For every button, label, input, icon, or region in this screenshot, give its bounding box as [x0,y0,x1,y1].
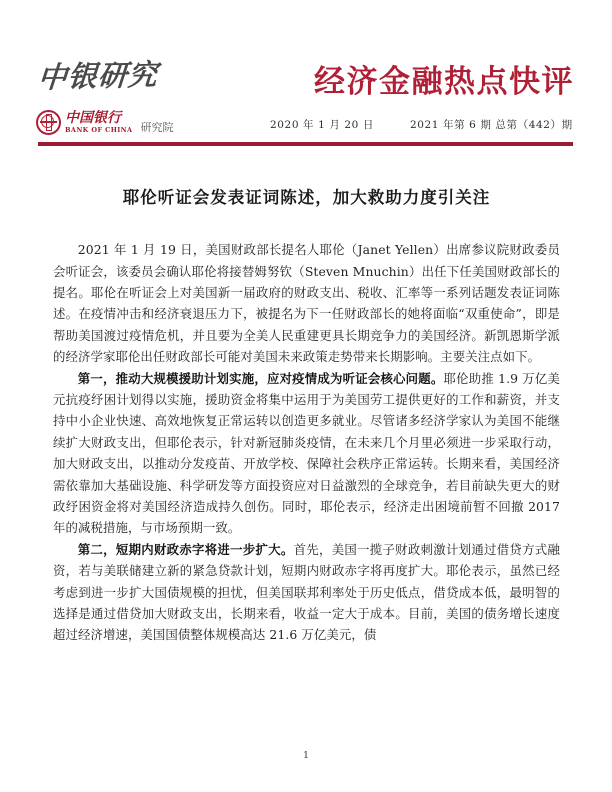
bank-name-english: BANK OF CHINA [65,125,133,134]
publication-title: 经济金融热点快评 [314,64,574,100]
institute-label: 研究院 [140,121,174,134]
paragraph-2-lead: 第一，推动大规模援助计划实施，应对疫情成为听证会核心问题。 [77,370,444,386]
paragraph-3 [53,539,560,646]
masthead [0,0,612,150]
paragraph-2-text: 耶伦助推 1.9 万亿美元抗疫纾困计划得以实施，援助资金将集中运用于为美国劳工提供更好的工作和薪资，并支持中小企业快速、高效地恢复正常运转以创造更多就业。尽管诸多经济学家认为美国不能继续扩大财政支出，但耶伦表示，针对新冠肺炎疫情，在未来几个月里必须进一步采取行动，加大财政支出，以推动分发疫苗、开放学校、保障社会秩序正常运转。长期来看，美国经济需依靠加大基础设施、科学研发等方面投资应对日益激烈的全球竞争，若目前缺失更大的财政纾困资金将对美国经济造成持久创伤。同时，耶伦表示，经济走出困境前暂不回撤 2017 年的减税措施，与市场预期一致。 [53,370,560,536]
boc-coin-emblem-icon [36,110,61,135]
paragraph-3-lead: 第二，短期内财政赤字将进一步扩大。 [77,541,294,557]
bank-name-group [65,111,132,134]
issue-number: 2021 年第 6 期 总第（442）期 [409,119,573,131]
publication-date: 2020 年 1 月 20 日 [270,119,374,131]
issue-info-line [270,117,573,132]
emblem-inner-ring [41,115,54,128]
paragraph-2 [53,368,560,539]
paragraph-3-text: 首先，美国一揽子财政刺激计划通过借贷方式融资，若与美联储建立新的紧急贷款计划，短期内财政赤字将再度扩大。耶伦表示，虽然已经考虑到进一步扩大国债规模的担忧，但美国联邦利率处于历史低点，借贷成本低，最明智的选择是通过借贷加大财政支出，长期来看，收益一定大于成本。目前，美国的债务增长速度超过经济增速，美国国债整体规模高达 21.6 万亿美元，债 [53,541,560,643]
paragraph-1-text: 2021 年 1 月 19 日，美国财政部长提名人耶伦（Janet Yellen）出席参议院财政委员会听证会，该委员会确认耶伦将接替姆努钦（Steven Mnuchin）出任下任美国财政部长的提名。耶伦在听证会上对美国新一届政府的财政支出、税收、汇率等一系列话题发表证词陈述。在疫情冲击和经济衰退压力下，被提名为下一任财政部长的她将面临“双重使命”，即是帮助美国渡过疫情危机，并且要为全美人民重建更具长期竞争力的美国经济。新凯恩斯学派的经济学家耶伦出任财政部长可能对美国未来政策走势带来长期影响。主要关注点如下。 [53,242,560,365]
bank-of-china-logo [36,107,173,137]
page-number: 1 [302,750,310,761]
article-title: 耶伦听证会发表证词陈述，加大救助力度引关注 [122,188,491,207]
article-body [53,186,560,646]
bank-name-chinese: 中国银行 [65,109,121,126]
paragraph-1 [53,239,560,367]
brand-script-logo: 中银研究 [36,57,160,95]
header-divider-rule [38,142,573,146]
